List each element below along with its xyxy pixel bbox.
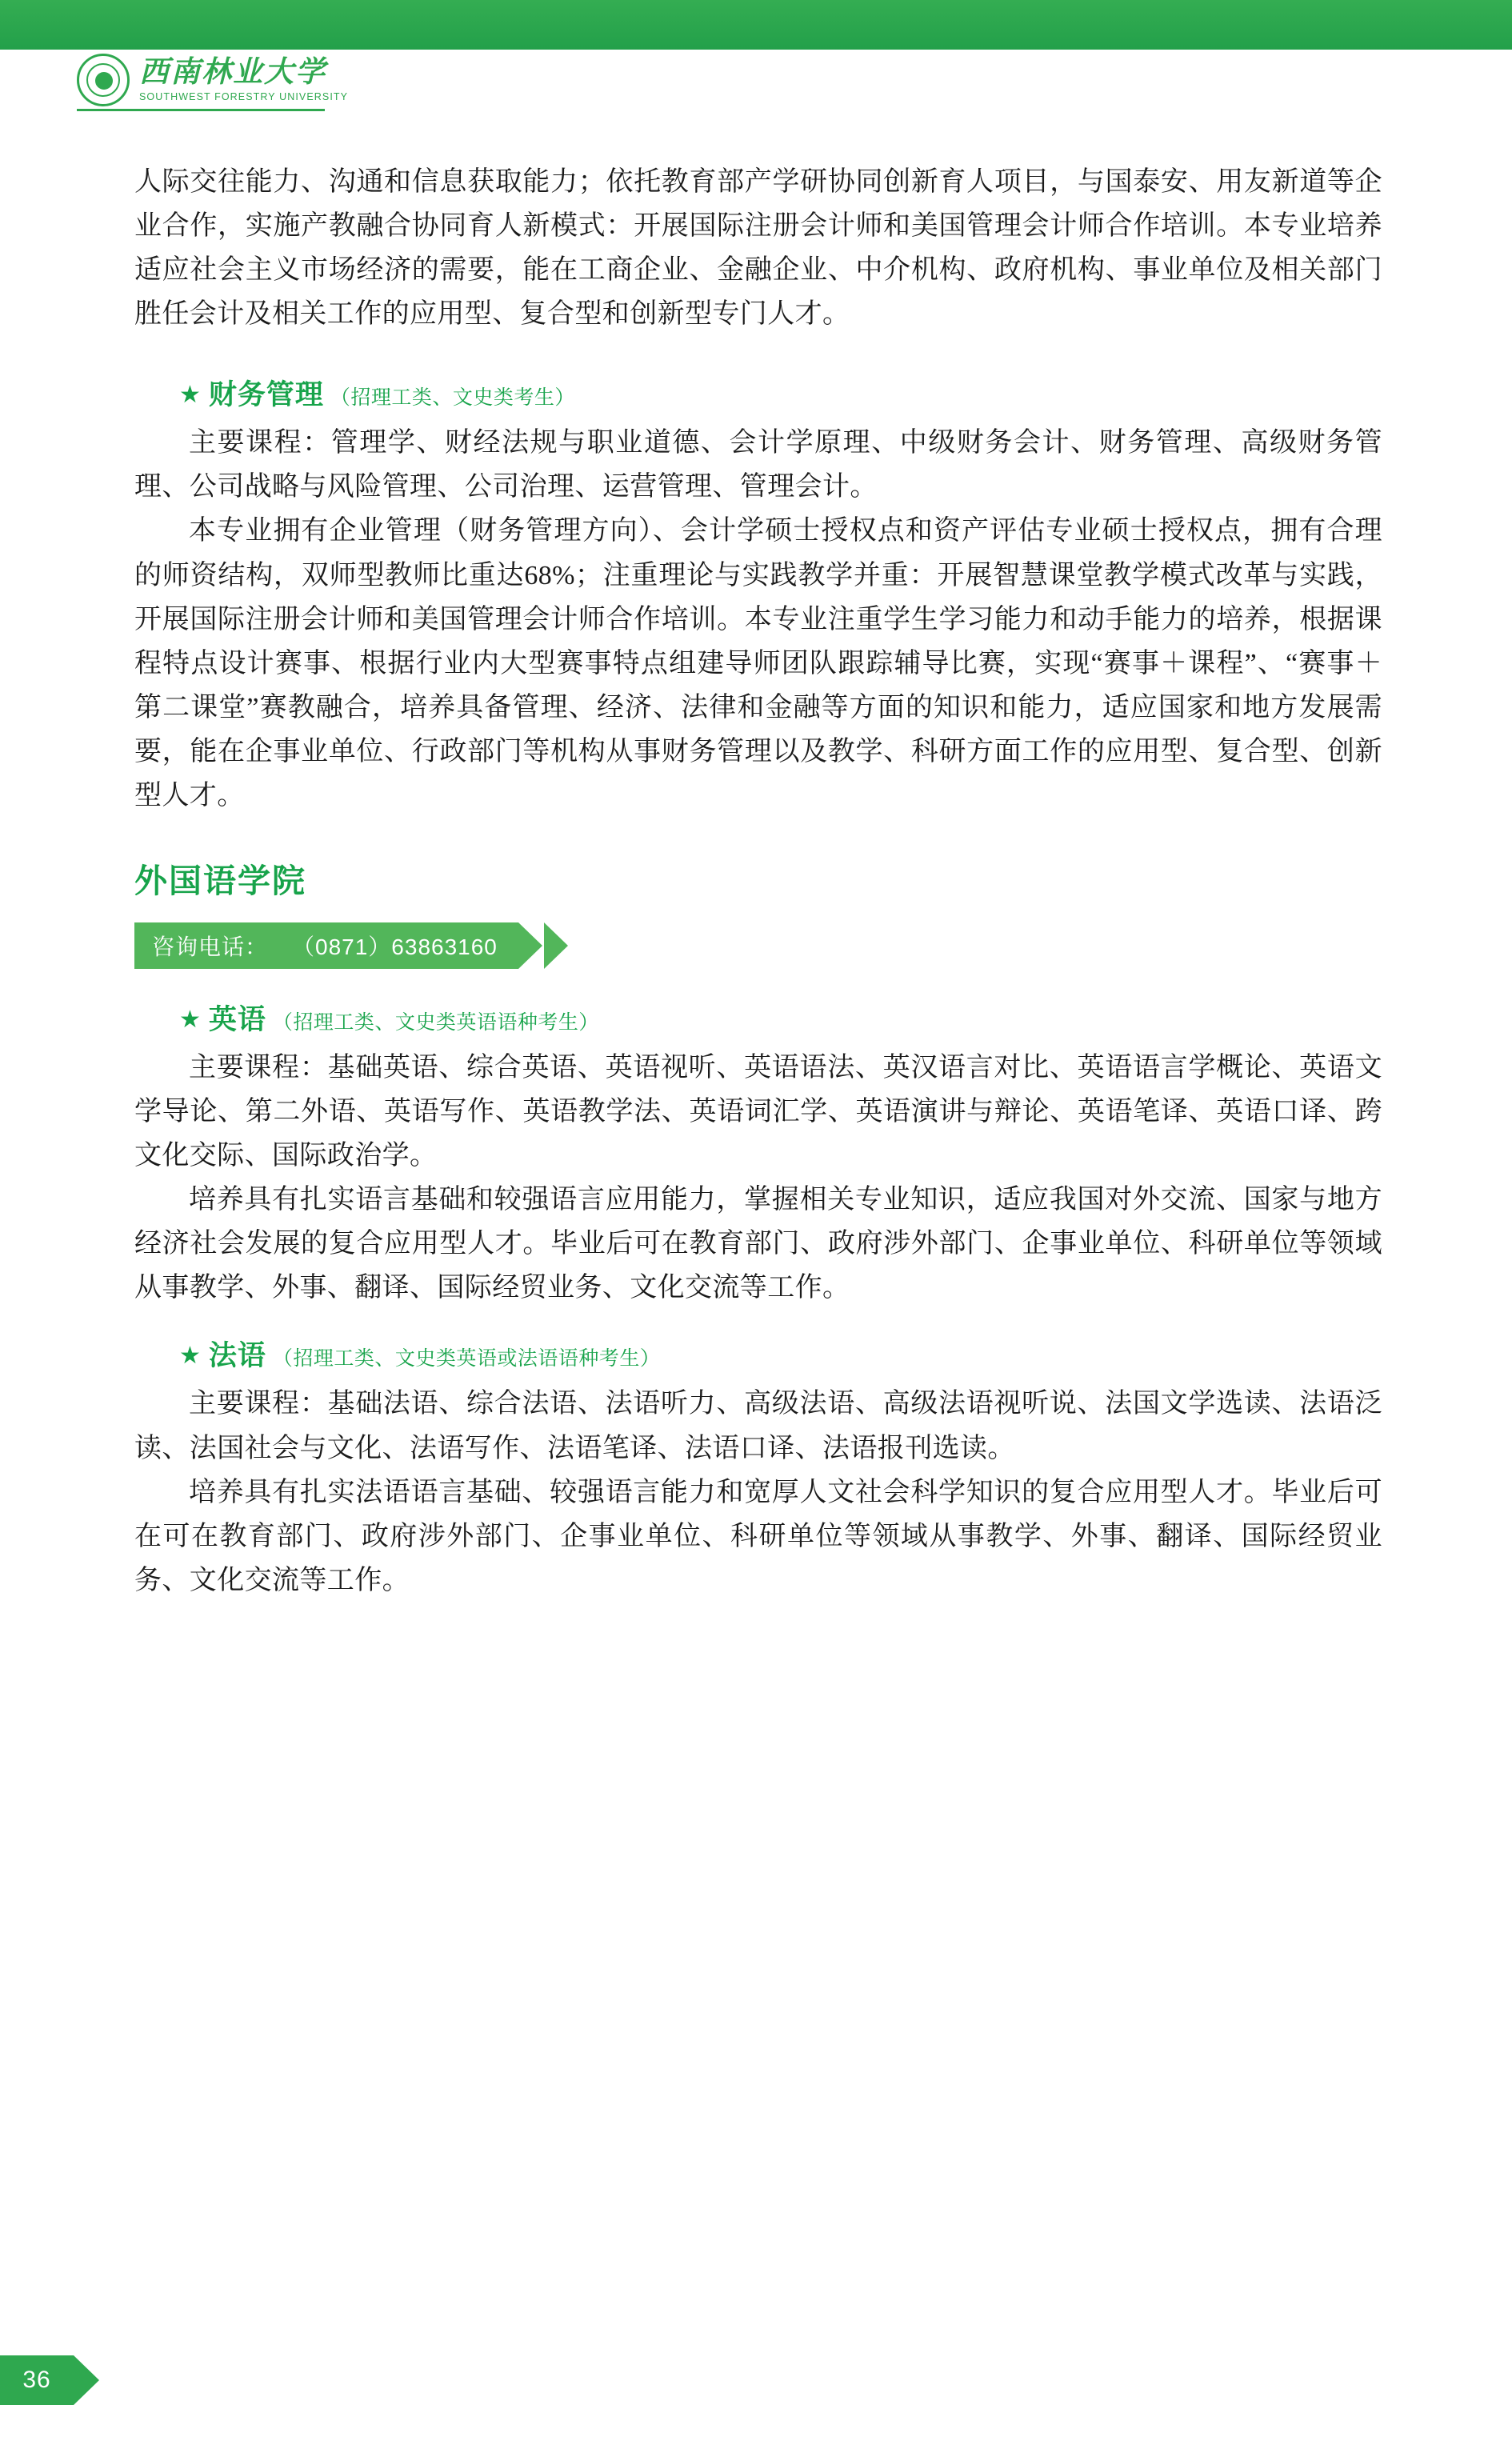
- logo-name-cn: 西南林业大学: [139, 55, 326, 89]
- star-icon: ★: [179, 382, 201, 409]
- consultation-phone-banner: [134, 922, 568, 969]
- spacer: [134, 336, 1382, 373]
- logo-name-en: SOUTHWEST FORESTRY UNIVERSITY: [139, 91, 349, 103]
- top-green-bar: [0, 0, 1512, 50]
- major-admission-note: （招理工类、文史类考生）: [330, 386, 575, 410]
- major-name: 英语: [208, 1004, 266, 1036]
- star-icon: ★: [179, 1343, 201, 1370]
- star-icon: ★: [179, 1006, 201, 1034]
- major-heading-english: [179, 998, 1382, 1038]
- spacer: [134, 818, 1382, 854]
- phone-box: [134, 922, 518, 969]
- college-title: 外国语学院: [134, 862, 306, 900]
- major-admission-note: （招理工类、文史类英语或法语语种考生）: [272, 1347, 661, 1371]
- major-heading-financial-management: [179, 373, 1382, 413]
- intro-paragraph: 人际交往能力、沟通和信息获取能力；依托教育部产学研协同创新育人项目，与国泰安、用友新道等企业合作，实施产教融合协同育人新模式：开展国际注册会计师和美国管理会计师合作培训。本专业培养适应社会主义市场经济的需要，能在工商企业、金融企业、中介机构、政府机构、事业单位及相关部门胜任会计及相关工作的应用型、复合型和创新型专门人才。: [134, 167, 1382, 330]
- phone-label: 咨询电话：: [152, 934, 269, 960]
- major-description: 本专业拥有企业管理（财务管理方向）、会计学硕士授权点和资产评估专业硕士授权点，拥有合理的师资结构，双师型教师比重达68%；注重理论与实践教学并重：开展智慧课堂教学模式改革与实践，开展国际注册会计师和美国管理会计师合作培训。本专业注重学生学习能力和动手能力的培养，根据课程特点设计赛事、根据行业内大型赛事特点组建导师团队跟踪辅导比赛，实现“赛事＋课程”、“赛事＋第二课堂”赛教融合，培养具备管理、经济、法律和金融等方面的知识和能力，适应国家和地方发展需要，能在企事业单位、行政部门等机构从事财务管理以及教学、科研方面工作的应用型、复合型、创新型人才。: [134, 516, 1382, 810]
- phone-number: （0871）63863160: [292, 934, 498, 960]
- university-logo: [77, 48, 348, 112]
- document-content: [134, 160, 1382, 1603]
- logo-underline-rule: [77, 109, 325, 111]
- banner-arrow-icon-secondary: [544, 922, 568, 969]
- top-green-bar-gradient: [0, 0, 1512, 50]
- major-description: 培养具有扎实语言基础和较强语言应用能力，掌握相关专业知识，适应我国对外交流、国家与地方经济社会发展的复合应用型人才。毕业后可在教育部门、政府涉外部门、企事业单位、科研单位等领域从事教学、外事、翻译、国际经贸业务、文化交流等工作。: [134, 1185, 1382, 1303]
- banner-arrow-icon: [518, 922, 542, 969]
- major-name: 财务管理: [208, 379, 324, 411]
- major-name: 法语: [208, 1340, 266, 1372]
- page-footer: [0, 2355, 99, 2405]
- major-courses: 主要课程：基础法语、综合法语、法语听力、高级法语、高级法语视听说、法国文学选读、法语泛读、法国社会与文化、法语写作、法语笔译、法语口译、法语报刊选读。: [134, 1389, 1382, 1463]
- university-seal-icon: [77, 54, 130, 106]
- major-courses: 主要课程：管理学、财经法规与职业道德、会计学原理、中级财务会计、财务管理、高级财务管理、公司战略与风险管理、公司治理、运营管理、管理会计。: [134, 428, 1382, 502]
- spacer: [134, 1310, 1382, 1334]
- footer-arrow-icon: [74, 2355, 99, 2405]
- page-number: 36: [0, 2355, 74, 2405]
- major-courses: 主要课程：基础英语、综合英语、英语视听、英语语法、英汉语言对比、英语语言学概论、英语文学导论、第二外语、英语写作、英语教学法、英语词汇学、英语演讲与辩论、英语笔译、英语口译、跨文化交际、国际政治学。: [134, 1053, 1382, 1171]
- major-admission-note: （招理工类、文史类英语语种考生）: [272, 1011, 599, 1034]
- major-description: 培养具有扎实法语语言基础、较强语言能力和宽厚人文社会科学知识的复合应用型人才。毕业后可在可在教育部门、政府涉外部门、企事业单位、科研单位等领域从事教学、外事、翻译、国际经贸业务、文化交流等工作。: [134, 1477, 1382, 1595]
- major-heading-french: [179, 1334, 1382, 1374]
- logo-text-block: [139, 55, 349, 103]
